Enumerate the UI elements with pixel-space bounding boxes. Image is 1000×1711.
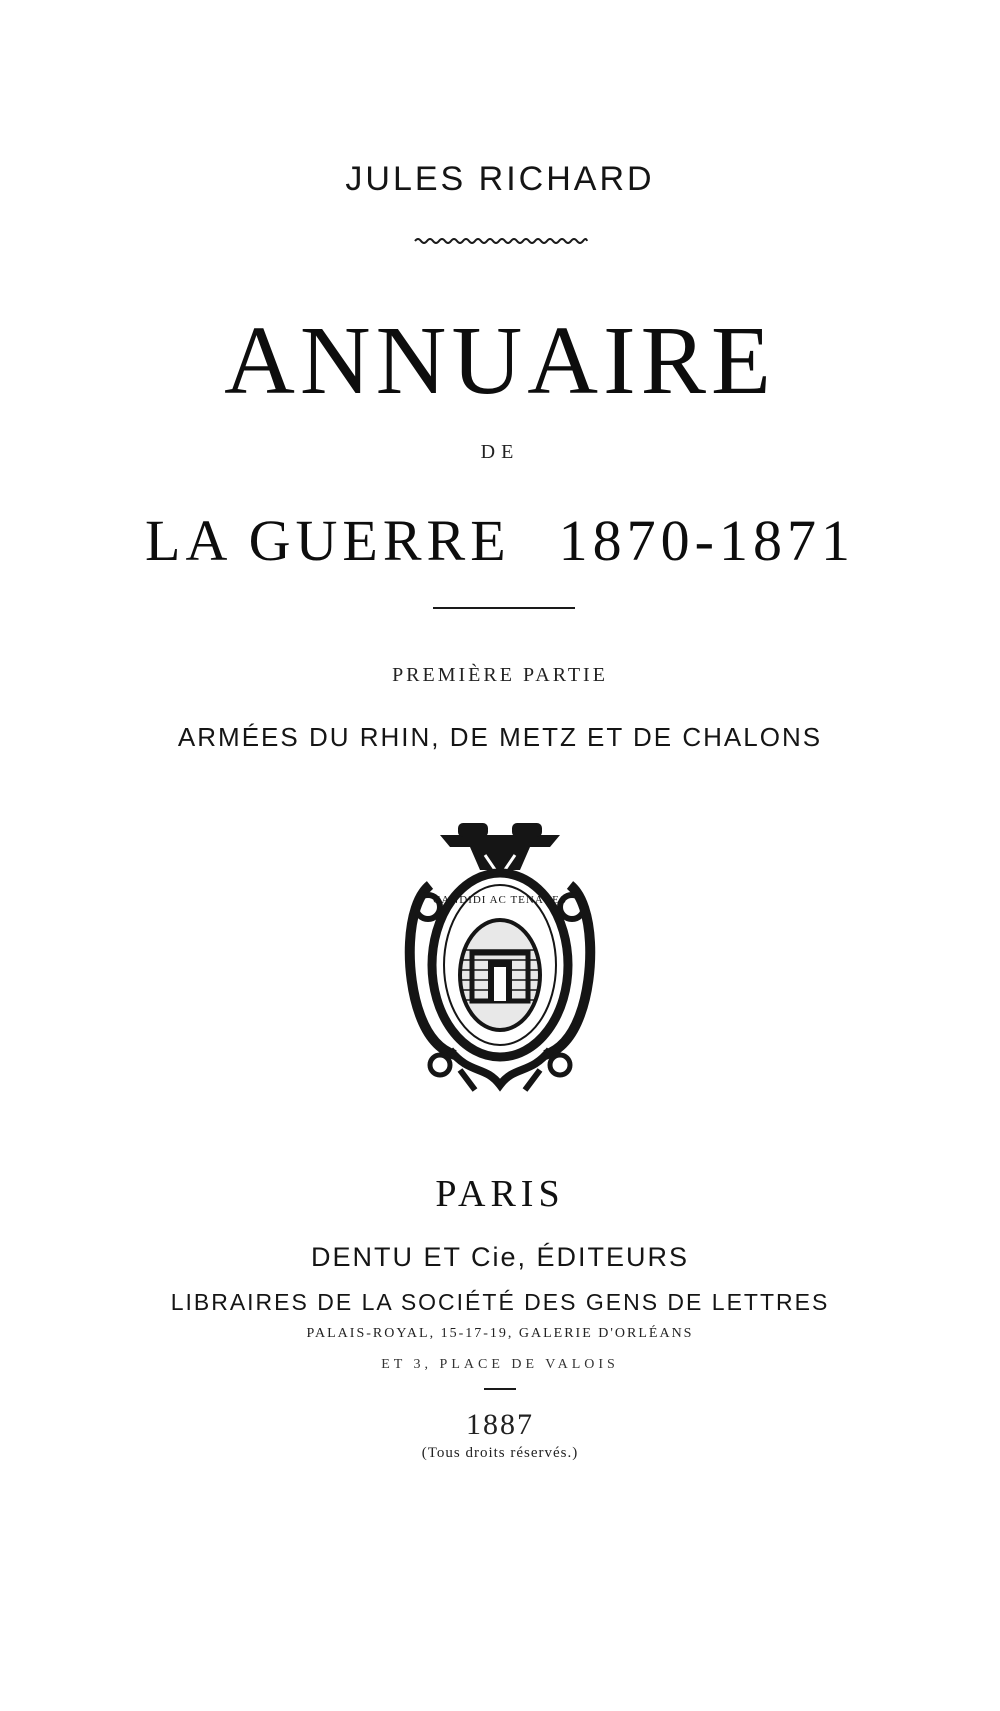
- publisher-name: DENTU ET Cie, ÉDITEURS: [310, 1242, 690, 1272]
- wavy-ornament-divider: [413, 236, 589, 246]
- title-rule: [433, 607, 575, 609]
- rights-notice: (Tous droits réservés.): [421, 1445, 579, 1461]
- title-connector: DE: [480, 441, 520, 463]
- volume-subject: ARMÉES DU RHIN, DE METZ ET DE CHALONS: [177, 722, 823, 752]
- book-subtitle: [0, 507, 1000, 574]
- year-rule: [484, 1388, 516, 1390]
- publisher-description: LIBRAIRES DE LA SOCIÉTÉ DES GENS DE LETTRES: [170, 1289, 830, 1315]
- publication-city: PARIS: [435, 1173, 565, 1215]
- book-title: ANNUAIRE: [224, 307, 776, 415]
- subtitle-main: LA GUERRE: [145, 508, 511, 573]
- part-label: PREMIÈRE PARTIE: [392, 664, 608, 686]
- subtitle-years: 1870-1871: [558, 508, 855, 573]
- emblem-motto: CANDIDI AC TENACES: [433, 894, 567, 906]
- publisher-address-line2: ET 3, PLACE DE VALOIS: [381, 1357, 619, 1372]
- publisher-address-line1: PALAIS-ROYAL, 15-17-19, GALERIE D'ORLÉANS: [306, 1326, 694, 1341]
- publication-year: 1887: [466, 1408, 534, 1441]
- publisher-emblem-icon: [400, 815, 600, 1100]
- author-name: JULES RICHARD: [345, 160, 655, 198]
